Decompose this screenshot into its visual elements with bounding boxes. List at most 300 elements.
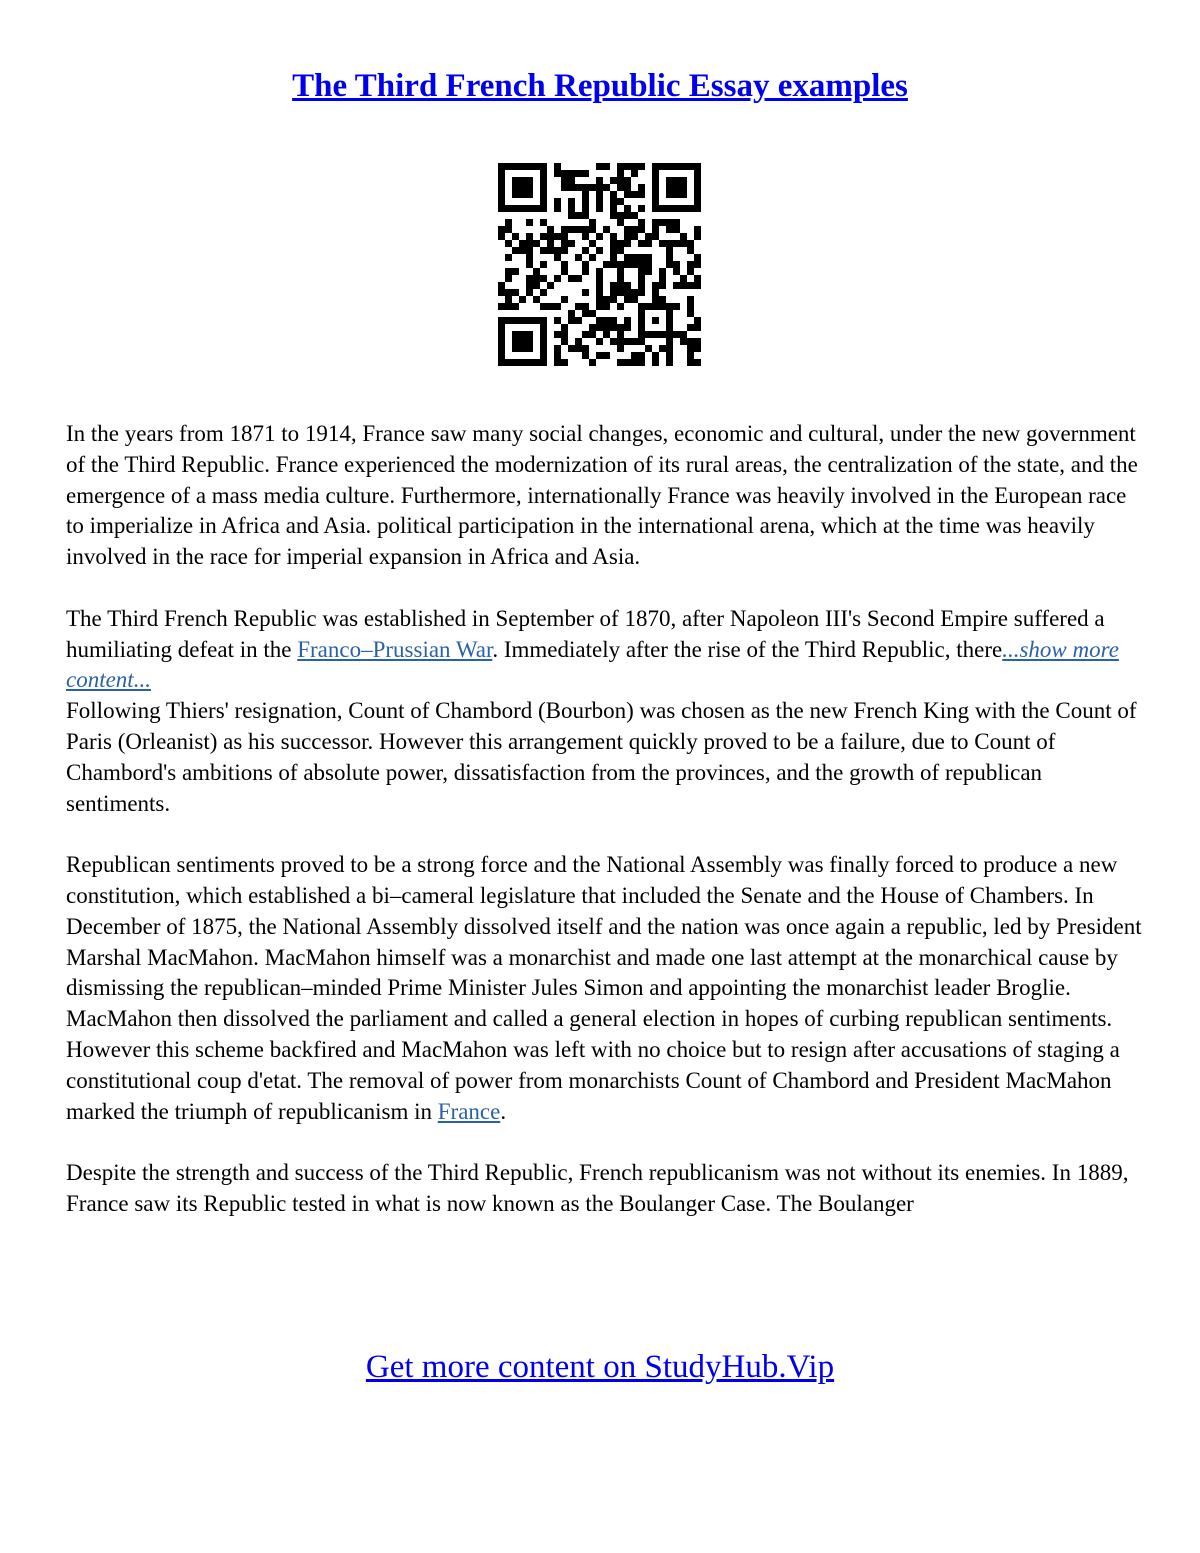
qr-module xyxy=(582,170,589,177)
paragraph-2 xyxy=(66,604,1146,696)
qr-module xyxy=(589,359,596,366)
qr-module xyxy=(666,177,673,184)
qr-module xyxy=(680,177,687,184)
qr-module xyxy=(512,317,519,324)
qr-module xyxy=(526,233,533,240)
essay-body xyxy=(66,419,1146,1220)
qr-module xyxy=(519,331,526,338)
qr-module xyxy=(526,338,533,345)
qr-module xyxy=(554,275,561,282)
qr-module xyxy=(568,317,575,324)
qr-module xyxy=(638,240,645,247)
qr-module xyxy=(519,338,526,345)
qr-module xyxy=(512,233,519,240)
qr-module xyxy=(540,275,547,282)
qr-module xyxy=(533,275,540,282)
qr-module xyxy=(540,261,547,268)
france-link[interactable]: France xyxy=(437,1098,501,1124)
qr-module xyxy=(694,282,701,289)
qr-module xyxy=(652,170,659,177)
qr-module xyxy=(687,268,694,275)
qr-module xyxy=(554,331,561,338)
qr-module xyxy=(526,163,533,170)
qr-module xyxy=(519,345,526,352)
qr-module xyxy=(666,184,673,191)
qr-module xyxy=(596,289,603,296)
qr-module xyxy=(596,275,603,282)
qr-module xyxy=(687,303,694,310)
footer xyxy=(0,1345,1200,1389)
qr-module xyxy=(624,261,631,268)
qr-module xyxy=(596,205,603,212)
qr-module xyxy=(540,303,547,310)
qr-module xyxy=(498,303,505,310)
qr-module xyxy=(554,352,561,359)
qr-module xyxy=(582,352,589,359)
qr-module xyxy=(666,303,673,310)
qr-module xyxy=(652,163,659,170)
qr-module xyxy=(533,282,540,289)
qr-module xyxy=(610,261,617,268)
qr-module xyxy=(575,338,582,345)
qr-module xyxy=(666,359,673,366)
qr-module xyxy=(638,359,645,366)
qr-module xyxy=(617,261,624,268)
qr-module xyxy=(638,310,645,317)
qr-module xyxy=(694,226,701,233)
qr-module xyxy=(666,338,673,345)
qr-module xyxy=(596,177,603,184)
qr-module xyxy=(610,212,617,219)
qr-module xyxy=(498,282,505,289)
qr-module xyxy=(610,205,617,212)
qr-module xyxy=(617,282,624,289)
qr-module xyxy=(652,219,659,226)
qr-module xyxy=(694,345,701,352)
qr-module xyxy=(652,296,659,303)
qr-module xyxy=(519,191,526,198)
qr-module xyxy=(596,303,603,310)
qr-module xyxy=(680,275,687,282)
qr-module xyxy=(561,296,568,303)
qr-module xyxy=(659,268,666,275)
qr-module xyxy=(554,198,561,205)
qr-module xyxy=(582,198,589,205)
qr-module xyxy=(575,345,582,352)
qr-module xyxy=(568,212,575,219)
qr-module xyxy=(617,198,624,205)
qr-module xyxy=(568,177,575,184)
qr-module xyxy=(540,317,547,324)
qr-module xyxy=(617,177,624,184)
qr-module xyxy=(589,331,596,338)
franco-prussian-war-link[interactable]: Franco–Prussian War xyxy=(297,636,493,662)
qr-module xyxy=(638,289,645,296)
qr-module xyxy=(652,191,659,198)
qr-module xyxy=(505,240,512,247)
qr-module xyxy=(638,268,645,275)
qr-module xyxy=(596,282,603,289)
qr-module xyxy=(512,338,519,345)
qr-module xyxy=(512,247,519,254)
qr-module xyxy=(582,191,589,198)
paragraph-2-text: The Third French Republic was established in September of 1870, after Napoleon III's Second Empire suffered a humiliating defeat in the xyxy=(66,605,1105,662)
qr-module xyxy=(610,233,617,240)
qr-module xyxy=(561,331,568,338)
qr-module xyxy=(694,163,701,170)
qr-module xyxy=(561,226,568,233)
qr-module xyxy=(638,226,645,233)
qr-module xyxy=(624,184,631,191)
qr-module xyxy=(638,254,645,261)
qr-module xyxy=(652,177,659,184)
paragraph-4-text-end: . xyxy=(500,1098,507,1124)
qr-module xyxy=(547,240,554,247)
qr-module xyxy=(568,184,575,191)
qr-module xyxy=(589,226,596,233)
qr-module xyxy=(666,219,673,226)
qr-module xyxy=(603,226,610,233)
qr-module xyxy=(540,219,547,226)
qr-module xyxy=(610,289,617,296)
qr-module xyxy=(652,282,659,289)
qr-module xyxy=(694,317,701,324)
qr-module xyxy=(596,338,603,345)
qr-module xyxy=(666,247,673,254)
qr-module xyxy=(540,184,547,191)
qr-module xyxy=(610,282,617,289)
qr-module xyxy=(603,303,610,310)
qr-module xyxy=(673,191,680,198)
qr-module xyxy=(582,331,589,338)
qr-module xyxy=(519,163,526,170)
qr-module xyxy=(659,219,666,226)
qr-module xyxy=(582,345,589,352)
qr-module xyxy=(617,324,624,331)
qr-module xyxy=(505,275,512,282)
qr-module xyxy=(687,205,694,212)
qr-module xyxy=(519,359,526,366)
qr-module xyxy=(617,268,624,275)
qr-module xyxy=(638,163,645,170)
qr-module xyxy=(596,268,603,275)
qr-module xyxy=(582,247,589,254)
qr-module xyxy=(694,170,701,177)
qr-module xyxy=(526,289,533,296)
qr-module xyxy=(645,233,652,240)
qr-module xyxy=(687,296,694,303)
qr-module xyxy=(666,345,673,352)
qr-module xyxy=(589,184,596,191)
page-title xyxy=(0,64,1200,108)
qr-module xyxy=(582,268,589,275)
qr-module xyxy=(554,247,561,254)
qr-module xyxy=(638,324,645,331)
qr-module xyxy=(694,177,701,184)
qr-module xyxy=(505,254,512,261)
qr-module xyxy=(673,282,680,289)
qr-module xyxy=(631,352,638,359)
qr-module xyxy=(596,184,603,191)
qr-module xyxy=(512,345,519,352)
qr-module xyxy=(589,240,596,247)
qr-module xyxy=(540,289,547,296)
qr-module xyxy=(498,338,505,345)
qr-module xyxy=(666,310,673,317)
qr-module xyxy=(519,240,526,247)
qr-module xyxy=(673,219,680,226)
qr-module xyxy=(694,233,701,240)
qr-module xyxy=(659,296,666,303)
qr-module xyxy=(554,303,561,310)
qr-module xyxy=(624,233,631,240)
qr-module xyxy=(638,303,645,310)
studyhub-link[interactable]: Get more content on StudyHub.Vip xyxy=(365,1349,835,1385)
qr-module xyxy=(652,359,659,366)
qr-module xyxy=(617,170,624,177)
qr-module xyxy=(505,359,512,366)
qr-module xyxy=(526,254,533,261)
qr-module xyxy=(547,226,554,233)
qr-module xyxy=(638,275,645,282)
qr-module xyxy=(519,296,526,303)
qr-module xyxy=(596,352,603,359)
qr-module xyxy=(498,191,505,198)
qr-module xyxy=(610,296,617,303)
qr-module xyxy=(666,163,673,170)
qr-module xyxy=(498,205,505,212)
qr-module xyxy=(498,331,505,338)
qr-module xyxy=(568,310,575,317)
qr-module xyxy=(505,205,512,212)
qr-module xyxy=(561,247,568,254)
qr-module xyxy=(673,240,680,247)
qr-module xyxy=(652,184,659,191)
qr-module xyxy=(554,359,561,366)
qr-module xyxy=(638,338,645,345)
qr-module xyxy=(498,226,505,233)
qr-module xyxy=(533,317,540,324)
qr-module xyxy=(561,184,568,191)
qr-module xyxy=(561,240,568,247)
qr-module xyxy=(617,184,624,191)
qr-module xyxy=(624,282,631,289)
qr-module xyxy=(624,240,631,247)
qr-module xyxy=(673,205,680,212)
qr-module xyxy=(645,261,652,268)
qr-module xyxy=(631,191,638,198)
qr-module xyxy=(512,331,519,338)
qr-module xyxy=(666,240,673,247)
qr-module xyxy=(512,184,519,191)
qr-module xyxy=(631,233,638,240)
qr-module xyxy=(659,240,666,247)
qr-module xyxy=(673,331,680,338)
qr-module xyxy=(673,184,680,191)
qr-module xyxy=(540,170,547,177)
qr-module xyxy=(652,331,659,338)
qr-module xyxy=(505,268,512,275)
qr-module xyxy=(687,163,694,170)
qr-module xyxy=(694,359,701,366)
qr-module xyxy=(512,163,519,170)
qr-module xyxy=(624,338,631,345)
qr-module xyxy=(568,170,575,177)
qr-module xyxy=(617,247,624,254)
qr-module xyxy=(596,247,603,254)
qr-module xyxy=(638,261,645,268)
qr-module xyxy=(624,289,631,296)
qr-module xyxy=(561,324,568,331)
qr-module xyxy=(624,212,631,219)
qr-module xyxy=(624,177,631,184)
qr-module xyxy=(645,331,652,338)
qr-module xyxy=(505,289,512,296)
qr-module xyxy=(624,226,631,233)
qr-module xyxy=(498,177,505,184)
qr-module xyxy=(526,282,533,289)
qr-module xyxy=(505,163,512,170)
qr-module xyxy=(624,163,631,170)
qr-module xyxy=(498,359,505,366)
qr-module xyxy=(694,184,701,191)
qr-module xyxy=(519,205,526,212)
qr-module xyxy=(498,233,505,240)
qr-module xyxy=(631,254,638,261)
qr-module xyxy=(526,317,533,324)
qr-module xyxy=(568,205,575,212)
qr-module xyxy=(540,198,547,205)
qr-code xyxy=(498,163,701,366)
qr-module xyxy=(687,352,694,359)
qr-module xyxy=(666,324,673,331)
qr-module xyxy=(533,163,540,170)
qr-module xyxy=(666,254,673,261)
qr-module xyxy=(554,233,561,240)
qr-module xyxy=(589,219,596,226)
qr-module xyxy=(687,310,694,317)
qr-module xyxy=(603,352,610,359)
qr-module xyxy=(575,254,582,261)
qr-module xyxy=(505,303,512,310)
qr-module xyxy=(568,275,575,282)
qr-module xyxy=(610,247,617,254)
paragraph-5: Despite the strength and success of the Third Republic, French republicanism was not without its enemies. In 1889, France saw its Republic tested in what is now known as the Boulanger Case. The Boulanger xyxy=(66,1160,1129,1216)
qr-module xyxy=(512,289,519,296)
qr-module xyxy=(666,331,673,338)
title-link[interactable]: The Third French Republic Essay examples xyxy=(292,68,908,104)
qr-module xyxy=(575,212,582,219)
qr-module xyxy=(512,205,519,212)
qr-module xyxy=(603,317,610,324)
qr-module xyxy=(610,198,617,205)
qr-module xyxy=(631,289,638,296)
qr-module xyxy=(526,177,533,184)
qr-module xyxy=(617,163,624,170)
qr-module xyxy=(575,303,582,310)
qr-module xyxy=(582,233,589,240)
qr-module xyxy=(680,338,687,345)
qr-module xyxy=(645,345,652,352)
qr-module xyxy=(603,296,610,303)
qr-module xyxy=(673,303,680,310)
qr-module xyxy=(582,184,589,191)
qr-module xyxy=(638,184,645,191)
qr-module xyxy=(526,275,533,282)
qr-module xyxy=(624,317,631,324)
qr-module xyxy=(540,331,547,338)
qr-module xyxy=(694,254,701,261)
qr-module xyxy=(638,317,645,324)
qr-module xyxy=(645,254,652,261)
qr-module xyxy=(554,205,561,212)
qr-module xyxy=(638,282,645,289)
qr-module xyxy=(540,205,547,212)
qr-module xyxy=(687,359,694,366)
qr-module xyxy=(652,198,659,205)
paragraph-3: Following Thiers' resignation, Count of Chambord (Bourbon) was chosen as the new French King with the Count of Paris (Orleanist) as his successor. However this arrangement quickly proved to be a failure, due to Count of Chambord's ambitions of absolute power, dissatisfaction from the provinces, and the growth of republican sentiments. xyxy=(66,698,1137,816)
qr-module xyxy=(526,240,533,247)
qr-module xyxy=(687,324,694,331)
qr-module xyxy=(617,212,624,219)
qr-module xyxy=(498,198,505,205)
show-more-link[interactable]: ...show more content... xyxy=(66,636,1119,693)
qr-module xyxy=(666,317,673,324)
qr-module xyxy=(582,226,589,233)
qr-module xyxy=(659,163,666,170)
qr-module xyxy=(526,219,533,226)
qr-module xyxy=(498,163,505,170)
qr-module xyxy=(617,345,624,352)
qr-module xyxy=(582,212,589,219)
qr-module xyxy=(498,317,505,324)
qr-module xyxy=(540,352,547,359)
qr-module xyxy=(498,324,505,331)
qr-module xyxy=(526,184,533,191)
qr-module xyxy=(554,345,561,352)
qr-module xyxy=(645,268,652,275)
qr-module xyxy=(631,261,638,268)
qr-module xyxy=(687,261,694,268)
qr-module xyxy=(568,198,575,205)
qr-module xyxy=(652,233,659,240)
qr-module xyxy=(519,317,526,324)
qr-module xyxy=(561,233,568,240)
qr-module xyxy=(631,163,638,170)
qr-module xyxy=(589,324,596,331)
qr-module xyxy=(547,247,554,254)
qr-module xyxy=(582,289,589,296)
qr-module xyxy=(533,268,540,275)
qr-module xyxy=(498,289,505,296)
qr-module xyxy=(617,359,624,366)
qr-module xyxy=(533,296,540,303)
qr-module xyxy=(540,191,547,198)
qr-module xyxy=(666,191,673,198)
qr-module xyxy=(498,352,505,359)
qr-module xyxy=(659,345,666,352)
qr-module xyxy=(512,268,519,275)
qr-module xyxy=(603,163,610,170)
qr-module xyxy=(596,296,603,303)
qr-module xyxy=(533,359,540,366)
qr-module xyxy=(659,303,666,310)
qr-module xyxy=(540,338,547,345)
paragraph-4 xyxy=(66,850,1146,1127)
qr-module xyxy=(652,289,659,296)
qr-module xyxy=(645,240,652,247)
qr-module xyxy=(547,233,554,240)
